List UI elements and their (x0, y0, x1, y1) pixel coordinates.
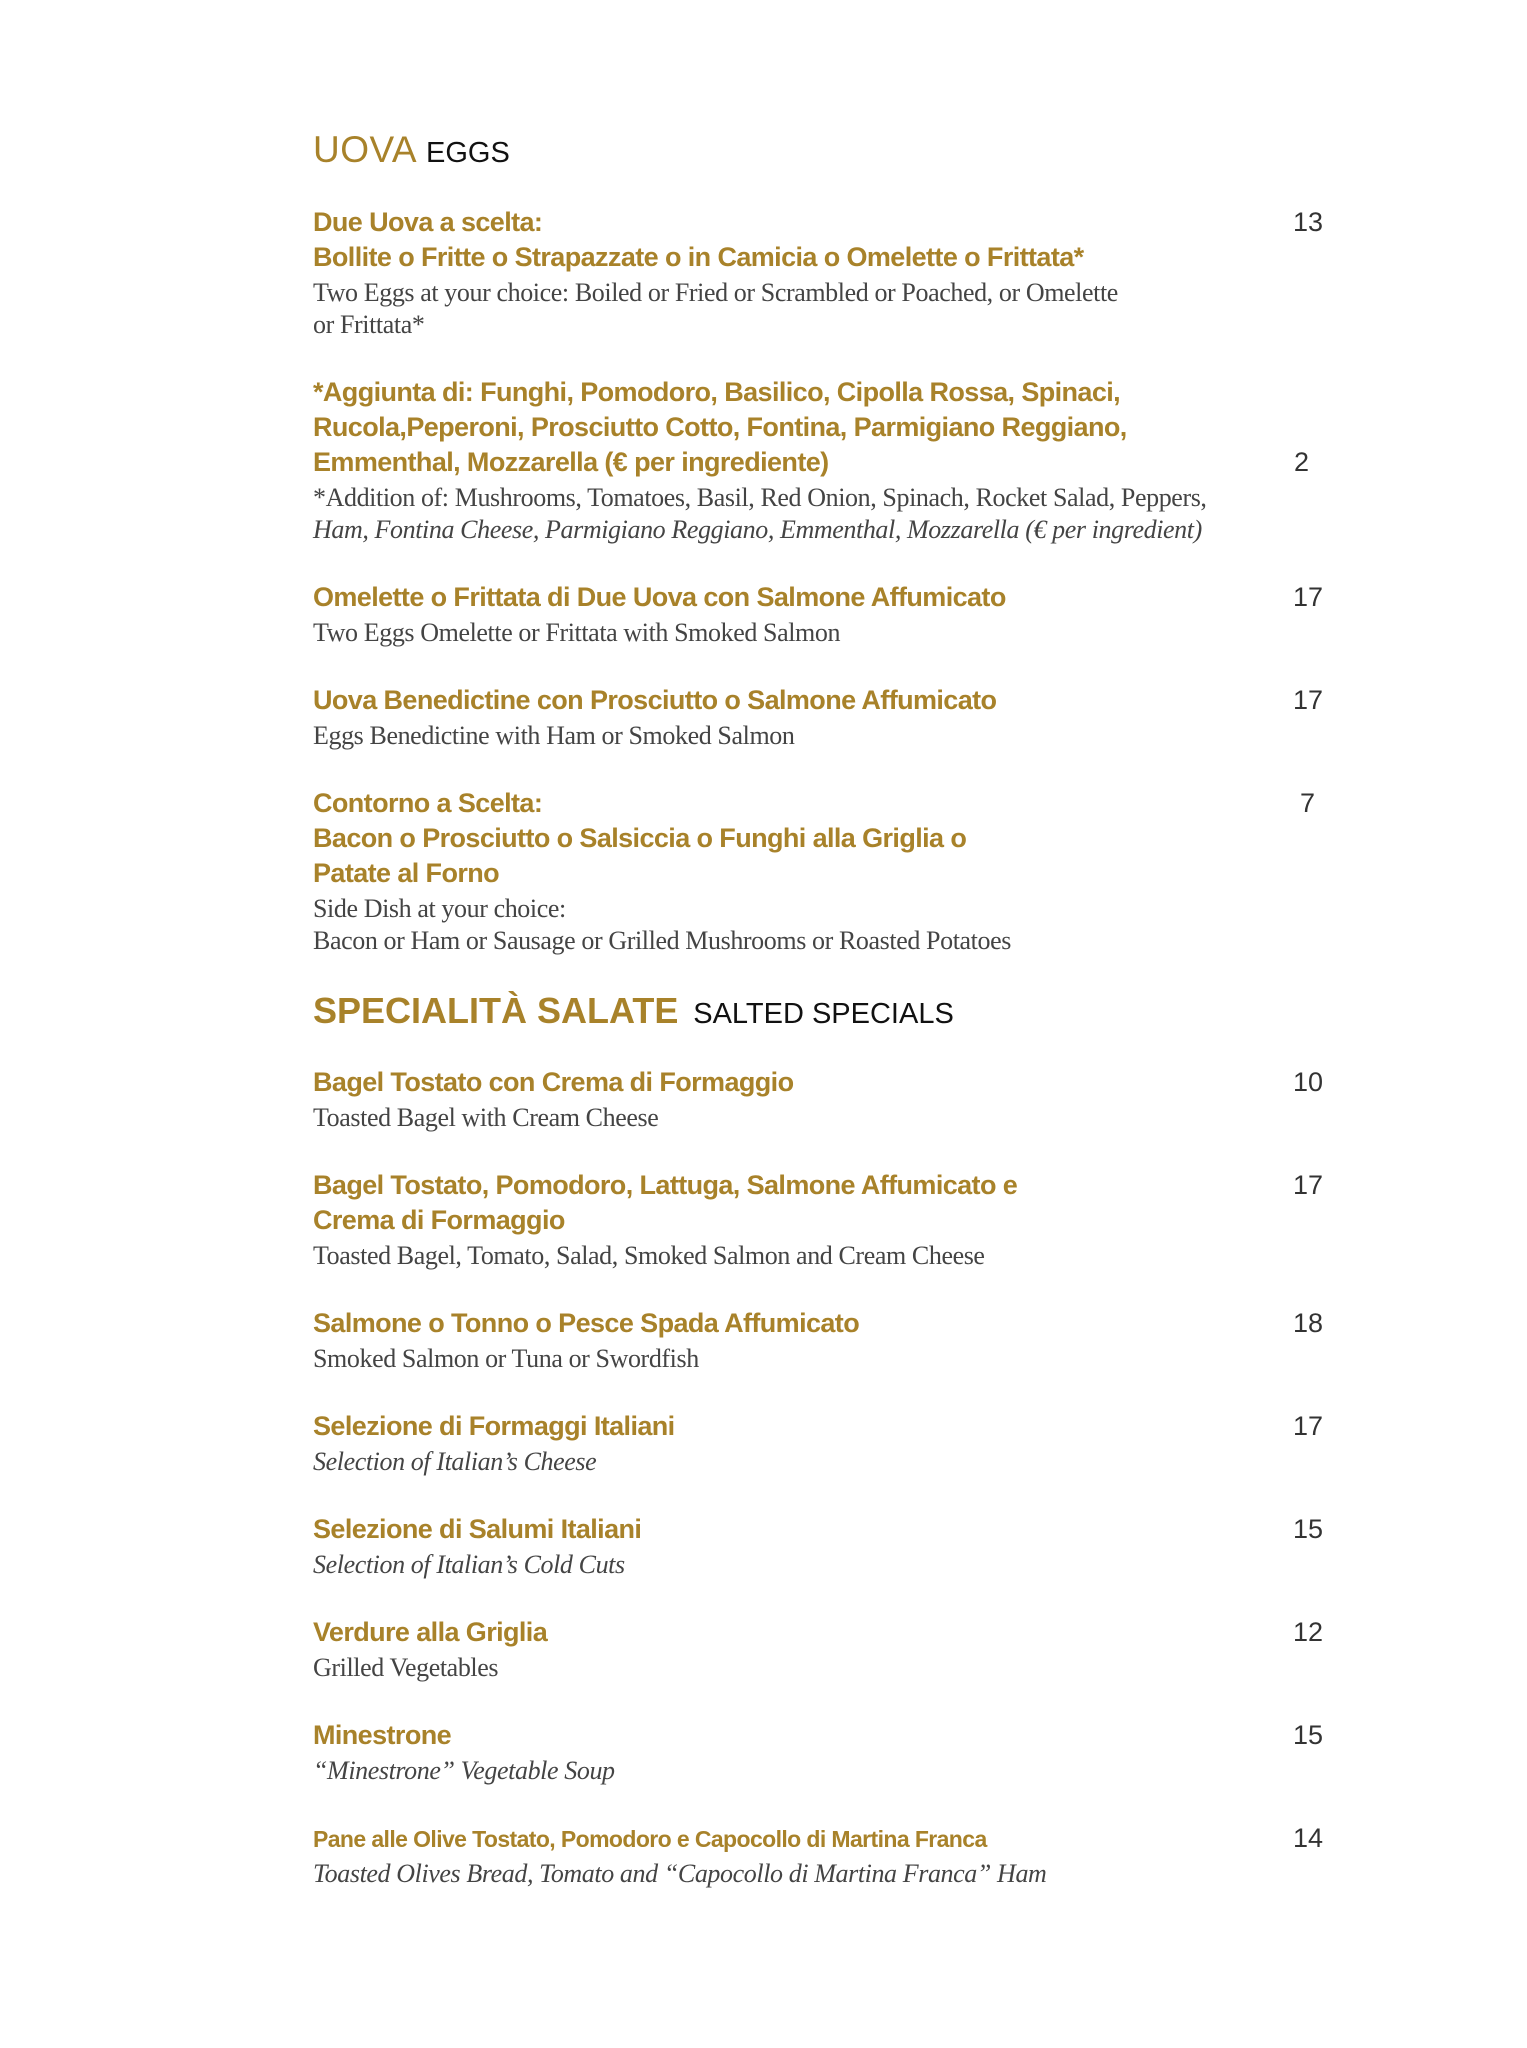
item-description: Two Eggs at your choice: Boiled or Fried or Scrambled or Poached, or Omelette or Frittata* (313, 277, 1118, 339)
item-name: Due Uova a scelta: Bollite o Fritte o Strapazzate o in Camicia o Omelette o Frittata* (313, 206, 1084, 272)
item-name: Minestrone (313, 1719, 452, 1750)
item-name: Salmone o Tonno o Pesce Spada Affumicato (313, 1307, 860, 1338)
item-name: Selezione di Salumi Italiani (313, 1513, 642, 1544)
item-description: Side Dish at your choice: Bacon or Ham or Sausage or Grilled Mushrooms or Roasted Potatoes (313, 893, 1011, 955)
item-price: 14 (1292, 1822, 1323, 1853)
item-name: Selezione di Formaggi Italiani (313, 1410, 675, 1441)
item-description: Eggs Benedictine with Ham or Smoked Salmon (313, 720, 795, 750)
item-name: Uova Benedictine con Prosciutto o Salmone Affumicato (313, 684, 997, 715)
menu-page (313, 130, 1323, 1924)
item-description: Selection of Italian’s Cheese (313, 1446, 597, 1476)
menu-item-bagel-crema (313, 1065, 1323, 1134)
menu-item-pane-olive (313, 1821, 1323, 1890)
item-price: 17 (1292, 1410, 1323, 1441)
menu-item-bagel-salmone (313, 1168, 1323, 1272)
item-description: Selection of Italian’s Cold Cuts (313, 1549, 625, 1579)
item-name: *Aggiunta di: Funghi, Pomodoro, Basilico, Cipolla Rossa, Spinaci, Rucola,Peperoni, Prosciutto Cotto, Fontina, Parmigiano Reggiano, Emmenthal, Mozzarella (€ per ingrediente) (313, 376, 1127, 477)
item-price: 13 (1292, 206, 1323, 237)
menu-item-uova-benedictine (313, 683, 1323, 752)
item-price: 2 (1293, 446, 1309, 477)
item-description: Toasted Bagel, Tomato, Salad, Smoked Salmon and Cream Cheese (313, 1240, 985, 1270)
item-name: Contorno a Scelta: Bacon o Prosciutto o Salsiccia o Funghi alla Griglia o Patate al Forno (313, 787, 967, 888)
menu-item-formaggi (313, 1409, 1323, 1478)
item-price: 17 (1292, 581, 1323, 612)
section-title-salted-specials (313, 991, 1323, 1031)
item-price: 17 (1292, 684, 1323, 715)
section-title-italian: UOVA (313, 129, 418, 170)
section-title-english: EGGS (426, 137, 510, 169)
item-description: Grilled Vegetables (313, 1652, 499, 1682)
item-name: Omelette o Frittata di Due Uova con Salmone Affumicato (313, 581, 1006, 612)
menu-item-salmone-tonno (313, 1306, 1323, 1375)
item-name: Bagel Tostato con Crema di Formaggio (313, 1066, 794, 1097)
menu-item-minestrone (313, 1718, 1323, 1787)
menu-item-verdure (313, 1615, 1323, 1684)
item-price: 7 (1299, 787, 1315, 818)
item-price: 15 (1292, 1513, 1323, 1544)
item-description: Two Eggs Omelette or Frittata with Smoked Salmon (313, 617, 841, 647)
item-name: Bagel Tostato, Pomodoro, Lattuga, Salmone Affumicato e Crema di Formaggio (313, 1169, 1018, 1235)
section-title-italian: SPECIALITÀ SALATE (313, 989, 679, 1031)
section-title-eggs (313, 130, 1323, 171)
item-description: “Minestrone” Vegetable Soup (313, 1755, 615, 1785)
item-price: 10 (1292, 1066, 1323, 1097)
menu-item-salumi (313, 1512, 1323, 1581)
item-price: 17 (1292, 1169, 1323, 1200)
menu-item-due-uova (313, 205, 1323, 341)
item-description: Smoked Salmon or Tuna or Swordfish (313, 1343, 699, 1373)
item-name: Pane alle Olive Tostato, Pomodoro e Capocollo di Martina Franca (313, 1825, 987, 1852)
menu-item-contorno (313, 786, 1323, 957)
item-price: 18 (1292, 1307, 1323, 1338)
section-title-english: SALTED SPECIALS (693, 997, 954, 1030)
menu-item-aggiunta (313, 375, 1323, 546)
item-description: Toasted Olives Bread, Tomato and “Capocollo di Martina Franca” Ham (313, 1858, 1047, 1888)
item-price: 12 (1292, 1616, 1323, 1647)
item-name: Verdure alla Griglia (313, 1616, 548, 1647)
item-description: Toasted Bagel with Cream Cheese (313, 1102, 659, 1132)
item-price: 15 (1292, 1719, 1323, 1750)
menu-item-omelette-salmone (313, 580, 1323, 649)
item-description: *Addition of: Mushrooms, Tomatoes, Basil, Red Onion, Spinach, Rocket Salad, Peppers, Ham, Fontina Cheese, Parmigiano Reggiano, Emmenthal, Mozzarella (€ per ingredient) (313, 482, 1207, 544)
